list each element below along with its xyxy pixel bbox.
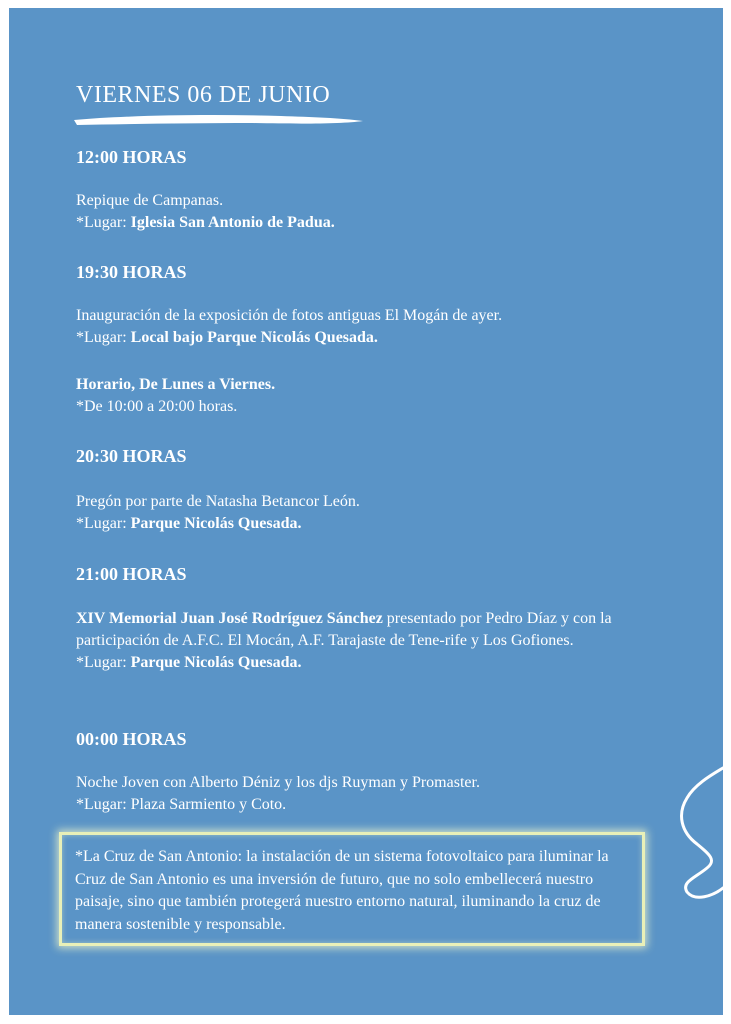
- event-place: *Lugar: Plaza Sarmiento y Coto.: [76, 796, 287, 813]
- event-details: [76, 491, 636, 535]
- event-description: Pregón por parte de Natasha Betancor León.: [76, 493, 360, 510]
- event-details: [76, 608, 642, 674]
- place-name: Iglesia San Antonio de Padua.: [130, 214, 335, 231]
- event-time: 12:00 HORAS: [76, 147, 187, 167]
- brush-underline: [71, 112, 367, 128]
- event-time: 21:00 HORAS: [76, 564, 187, 584]
- event-time: 00:00 HORAS: [76, 729, 187, 749]
- schedule-detail: *De 10:00 a 20:00 horas.: [76, 398, 238, 415]
- event-details: [76, 190, 636, 234]
- event-description: Repique de Campanas.: [76, 192, 224, 209]
- event-place: [76, 652, 642, 674]
- program-page: [9, 8, 723, 1015]
- event-place: [76, 513, 636, 535]
- place-label: *Lugar:: [76, 515, 131, 532]
- place-name: Parque Nicolás Quesada.: [130, 654, 302, 671]
- event-description: [76, 608, 642, 652]
- event-schedule: [76, 374, 636, 418]
- event-details: [76, 305, 636, 349]
- event-place: [76, 327, 636, 349]
- place-label: *Lugar:: [76, 654, 131, 671]
- event-description: Noche Joven con Alberto Déniz y los djs Ruyman y Promaster.: [76, 774, 480, 791]
- event-description: Inauguración de la exposición de fotos antiguas El Mogán de ayer.: [76, 307, 503, 324]
- place-name: Local bajo Parque Nicolás Quesada.: [130, 329, 378, 346]
- note-text: *La Cruz de San Antonio: la instalación de un sistema fotovoltaico para iluminar la Cruz de San Antonio es una inversión de futuro, que no solo embellecerá nuestro paisaje, sino que también protegerá nuestro entorno natural, iluminando la cruz de manera sostenible y responsable.: [75, 848, 609, 933]
- event-details: [76, 772, 636, 816]
- day-title: VIERNES 06 DE JUNIO: [76, 82, 331, 108]
- place-label: *Lugar:: [76, 329, 131, 346]
- decorative-scribble: [673, 756, 723, 906]
- event-time: 19:30 HORAS: [76, 262, 187, 282]
- event-time: 20:30 HORAS: [76, 446, 187, 466]
- event-description-text: presentado por Pedro Díaz y con la participación de A.F.C. El Mocán, A.F. Tarajaste de Tene-rife y Los Gofiones.: [76, 610, 612, 649]
- place-label: *Lugar:: [76, 214, 131, 231]
- schedule-title: Horario, De Lunes a Viernes.: [76, 376, 276, 393]
- event-title: XIV Memorial Juan José Rodríguez Sánchez: [76, 610, 383, 627]
- place-name: Parque Nicolás Quesada.: [130, 515, 302, 532]
- event-place: [76, 212, 636, 234]
